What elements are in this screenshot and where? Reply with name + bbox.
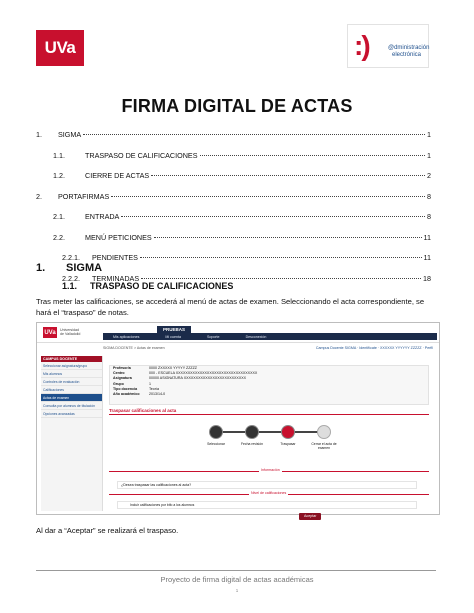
shot-info-box	[109, 365, 429, 405]
shot-step-label: Cerrar el acta de examen	[311, 442, 337, 450]
toc-label: CIERRE DE ACTAS	[85, 171, 150, 180]
document-title: FIRMA DIGITAL DE ACTAS	[121, 96, 353, 116]
toc-number: 2.2.1.	[62, 253, 80, 262]
toc-page-number: 8	[427, 191, 431, 201]
shot-info-row	[110, 392, 428, 397]
shot-breadcrumb: SIGMA DOCENTE > Actas de examen	[103, 346, 165, 350]
shot-uni-line1: Universidad	[60, 328, 79, 332]
shot-info-key: Tipo docencia	[113, 386, 138, 391]
subsection-label: TRASPASO DE CALIFICACIONES	[90, 281, 234, 291]
toc-leader-dots	[83, 134, 425, 135]
shot-menu-item[interactable]: Mis aplicaciones	[113, 334, 140, 339]
shot-title-rule	[109, 414, 429, 415]
shot-step-label: Fecha revisión	[240, 442, 264, 446]
shot-info-value: 0000 ZXXXXX YYYYY ZZZZZ	[149, 366, 198, 370]
shot-traspasar-title: Traspasar calificaciones al acta	[109, 408, 177, 413]
subsection-heading-traspaso	[62, 281, 233, 291]
toc-leader-dots	[141, 278, 421, 279]
shot-info-value: 00000 ASIGNATURA XXXXXXXXXXXXXXXXXXXXXXXXXX	[149, 376, 247, 381]
toc-label: PENDIENTES	[92, 253, 138, 262]
shot-info-key: Grupo	[113, 381, 124, 386]
toc-entry[interactable]	[36, 151, 431, 172]
toc-number: 1.	[36, 130, 42, 139]
smiley-logo-icon: :)	[354, 30, 369, 61]
shot-sidebar-item[interactable]: Actas de examen	[41, 394, 102, 402]
toc-entry[interactable]	[36, 212, 431, 233]
shot-university-name	[60, 328, 80, 336]
toc-leader-dots	[140, 257, 422, 258]
shot-menu-item[interactable]: Mi cuenta	[165, 334, 181, 339]
shot-step-label: Seleccionar	[207, 442, 225, 446]
toc-page-number: 11	[423, 253, 431, 262]
shot-info-value: 1	[149, 381, 151, 386]
uva-logo-text: UVa	[44, 38, 76, 57]
toc-number: 1.1.	[53, 150, 65, 160]
toc-number: 2.2.	[53, 232, 65, 242]
toc-label: TRASPASO DE CALIFICACIONES	[85, 150, 198, 160]
section-heading-sigma	[36, 262, 102, 274]
toc-page-number: 11	[423, 232, 431, 242]
toc-label: MENÚ PETICIONES	[85, 232, 152, 242]
body-paragraph: Tras meter las calificaciones, se accederá al menú de actas de examen. Seleccionando el acta correspondiente, se hará el “traspaso” de notas.	[36, 297, 425, 317]
administracion-electronica-logo	[347, 24, 429, 68]
toc-leader-dots	[200, 155, 426, 156]
shot-nivel-section	[109, 491, 429, 495]
toc-number: 2.2.2.	[62, 273, 80, 283]
shot-main	[107, 363, 437, 518]
toc-leader-dots	[154, 237, 422, 238]
toc-page-number: 1	[427, 130, 431, 139]
toc-entry[interactable]	[36, 233, 431, 254]
shot-sidebar-item[interactable]: Consulta por alumnos de titulación	[41, 402, 102, 410]
section-number: 1.	[36, 262, 46, 274]
toc-page-number: 18	[423, 273, 431, 283]
footer-rule	[36, 570, 436, 571]
toc-page-number: 8	[427, 212, 431, 221]
toc-leader-dots	[151, 175, 425, 176]
embedded-screenshot	[36, 322, 440, 518]
toc-number: 2.	[36, 191, 42, 201]
shot-info-key: Centro	[113, 371, 125, 376]
body-paragraph-2: Al dar a “Aceptar” se realizará el traspaso.	[36, 526, 179, 535]
shot-user-bar: Campus Docente SIGMA · Identifícate · XXXXXX YYYYYY ZZZZZ · Perfil	[315, 346, 433, 350]
shot-step-dot	[245, 425, 259, 439]
shot-info-key: Año académico	[113, 392, 140, 397]
footer-page-number: 1	[235, 588, 239, 593]
uva-logo	[36, 30, 84, 66]
toc-number: 2.1.	[53, 212, 65, 221]
footer-text: Proyecto de firma digital de actas académicas	[160, 575, 314, 584]
shot-info-key: Asignatura	[113, 376, 132, 381]
shot-menu-item[interactable]: Desconexión	[245, 334, 267, 339]
toc-label: SIGMA	[58, 130, 82, 139]
toc-label: ENTRADA	[85, 212, 120, 221]
shot-step-dot	[281, 425, 295, 439]
toc-leader-dots	[111, 196, 425, 197]
shot-top-menu	[103, 333, 437, 340]
toc-page-number: 1	[427, 150, 431, 160]
shot-sidebar-item[interactable]: Mis alumnos	[41, 370, 102, 378]
toc-label: TERMINADAS	[92, 273, 140, 283]
shot-info-value: 000 - ESCUELA XXXXXXXXXXXXXXXXXXXXXXXXXXXXXXXXXX	[149, 371, 258, 376]
shot-sidebar-item[interactable]: Opciones avanzadas	[41, 410, 102, 418]
shot-question: ¿Desea traspasar las calificaciones al acta?	[117, 481, 417, 489]
subsection-number: 1.1.	[62, 281, 78, 291]
ae-logo-line1: @dministración	[388, 45, 430, 51]
shot-sidebar-item[interactable]: Seleccionar asignatura/grupo	[41, 362, 102, 370]
shot-aceptar-button[interactable]: Aceptar	[299, 513, 321, 520]
shot-uva-logo: UVa	[43, 327, 57, 338]
toc-leader-dots	[121, 216, 425, 217]
toc-label: PORTAFIRMAS	[58, 191, 110, 201]
shot-sidebar-item[interactable]: Controles de evaluación	[41, 378, 102, 386]
ae-logo-line2: electrónica	[392, 52, 422, 58]
shot-option-row[interactable]	[117, 501, 417, 509]
shot-sidebar-item[interactable]: Calificaciones	[41, 386, 102, 394]
shot-info-value: 2013/14-0	[149, 392, 166, 397]
ae-logo-text	[388, 45, 429, 59]
toc-entry[interactable]	[36, 130, 431, 151]
shot-option-label: Incluir calificaciones por bifo a los alumnos	[130, 503, 195, 507]
shot-menu-item[interactable]: Soporte	[206, 334, 220, 339]
shot-step-dot	[317, 425, 331, 439]
shot-pruebas-badge: PRUEBAS	[157, 326, 191, 333]
shot-sidebar	[41, 356, 103, 511]
shot-info-key: Profesor/a	[113, 366, 131, 370]
shot-sidebar-title: CAMPUS DOCENTE	[41, 356, 102, 362]
shot-info-section	[109, 468, 429, 472]
toc-number: 1.2.	[53, 171, 65, 180]
shot-step-bar	[215, 431, 329, 433]
shot-header	[37, 323, 439, 343]
shot-step-label: Traspasar	[280, 442, 296, 446]
section-label: SIGMA	[66, 262, 103, 274]
shot-info-section-label: Información	[261, 468, 280, 472]
shot-nivel-section-label: Nivel de calificaciones	[251, 491, 287, 495]
shot-info-value: Teoría	[149, 386, 159, 391]
shot-step-wizard	[207, 423, 337, 453]
toc-page-number: 2	[427, 171, 431, 180]
shot-uni-line2: de Valladolid	[60, 332, 81, 336]
toc-entry[interactable]	[36, 171, 431, 192]
toc-entry[interactable]	[36, 192, 431, 213]
shot-step-dot	[209, 425, 223, 439]
